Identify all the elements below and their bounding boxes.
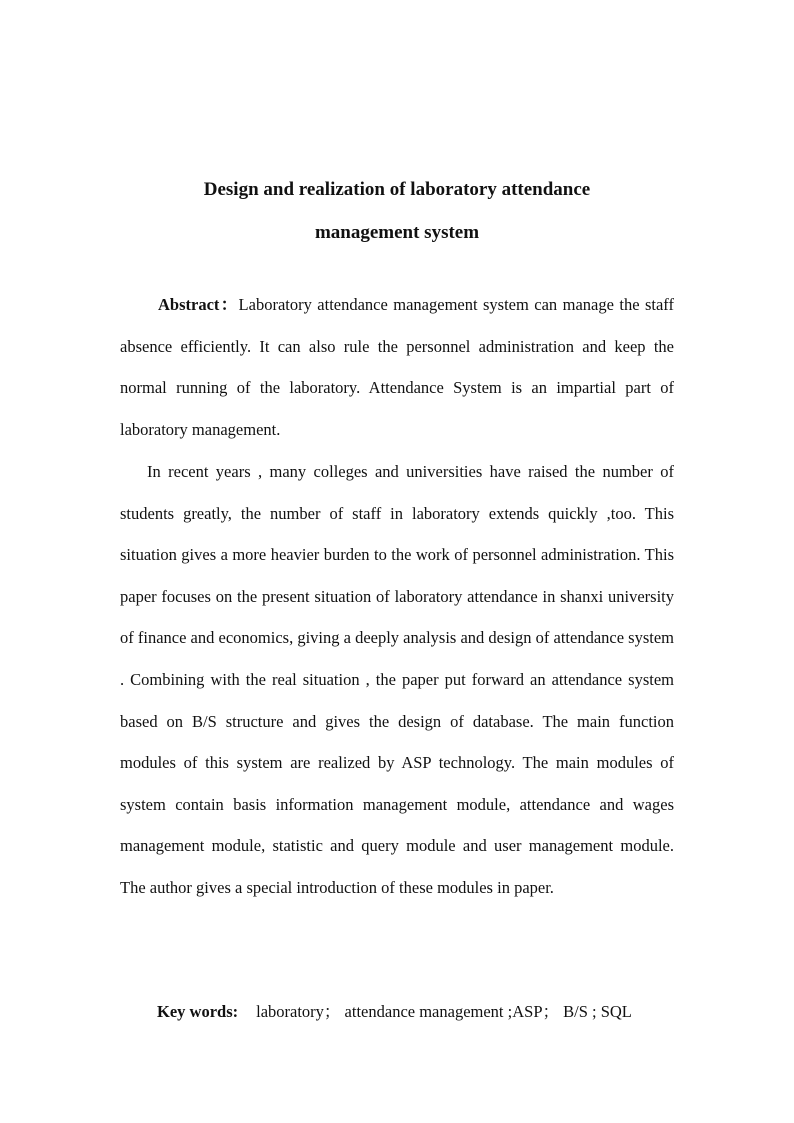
abstract-label: Abstract：: [158, 295, 239, 314]
keywords-text: laboratory； attendance management ;ASP； B/S ; SQL: [256, 1002, 632, 1021]
paper-title-line-1: Design and realization of laboratory attendance: [203, 179, 591, 200]
abstract-paragraph: [120, 284, 674, 450]
abstract-text: Laboratory attendance management system can manage the staff absence efficiently. It can also rule the personnel administration and keep the normal running of the laboratory. Attendance System is an impartial part of laboratory management.: [120, 295, 674, 439]
body-paragraph: In recent years , many colleges and universities have raised the number of students greatly, the number of staff in laboratory extends quickly ,too. This situation gives a more heavier burden to the work of personnel administration. This paper focuses on the present situation of laboratory attendance in shanxi university of finance and economics, giving a deeply analysis and design of attendance system . Combining with the real situation , the paper put forward an attendance system based on B/S structure and gives the design of database. The main function modules of this system are realized by ASP technology. The main modules of system contain basis information management module, attendance and wages management module, statistic and query module and user management module. The author gives a special introduction of these modules in paper.: [120, 462, 674, 897]
keywords-line: [157, 991, 632, 1033]
paper-title-line-2: management system: [314, 222, 480, 243]
keywords-label: Key words:: [157, 1002, 239, 1021]
